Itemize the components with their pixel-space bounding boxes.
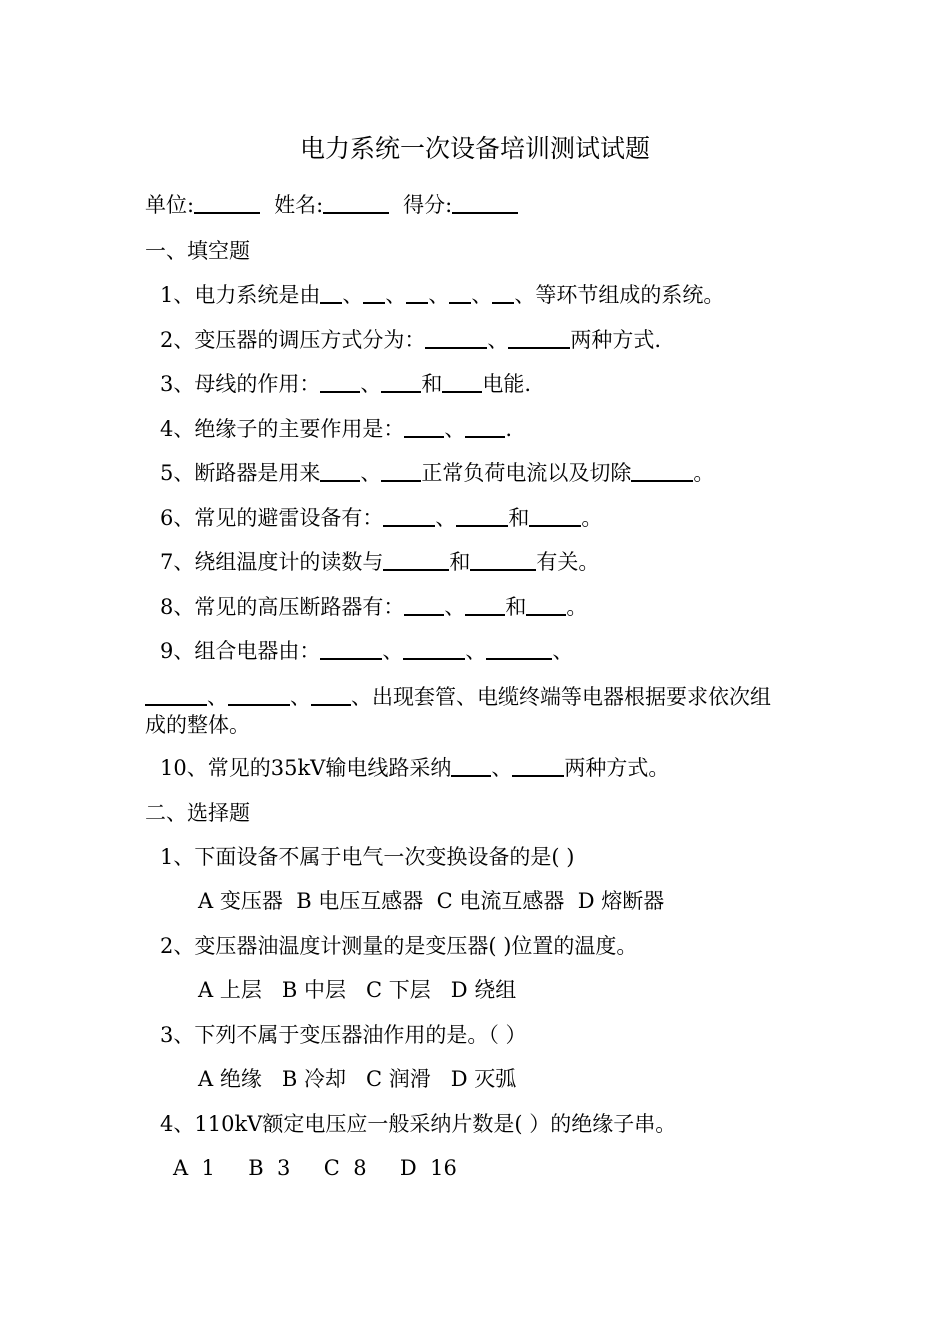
name-label: 姓名: <box>274 193 324 217</box>
question-fill-3: 3、母线的作用： 、 和 电能. <box>160 372 532 396</box>
blank[interactable] <box>320 371 360 393</box>
blank[interactable] <box>449 282 471 304</box>
blank[interactable] <box>465 594 505 616</box>
blank[interactable] <box>465 416 505 438</box>
blank[interactable] <box>320 460 360 482</box>
section-heading-choice: 二、选择题 <box>145 801 250 825</box>
blank[interactable] <box>451 755 491 777</box>
question-fill-4: 4、绝缘子的主要作用是： 、 . <box>160 417 513 441</box>
blank[interactable] <box>492 282 514 304</box>
blank[interactable] <box>320 638 382 660</box>
section-heading-fill: 一、填空题 <box>145 239 250 263</box>
score-label: 得分: <box>403 193 453 217</box>
question-choice-1: 1、下面设备不属于电气一次变换设备的是( ) <box>160 845 575 869</box>
header-info-line <box>145 192 518 218</box>
question-choice-3: 3、下列不属于变压器油作用的是。（ ） <box>160 1023 527 1047</box>
question-fill-1: 1、电力系统是由 、 、 、 、 、等环节组成的系统。 <box>160 283 725 307</box>
blank[interactable] <box>404 416 444 438</box>
blank[interactable] <box>381 460 421 482</box>
blank[interactable] <box>381 371 421 393</box>
blank[interactable] <box>320 282 342 304</box>
question-choice-2-options: A 上层 B 中层 C 下层 D 绕组 <box>198 978 517 1002</box>
question-fill-8: 8、常见的高压断路器有： 、 和 。 <box>160 595 588 619</box>
question-choice-4: 4、110kV额定电压应一般采纳片数是( ）的绝缘子串。 <box>160 1112 677 1136</box>
blank[interactable] <box>526 594 566 616</box>
question-choice-1-options: A 变压器 B 电压互感器 C 电流互感器 D 熔断器 <box>198 889 665 913</box>
question-fill-9-line3: 成的整体。 <box>145 713 250 737</box>
blank[interactable] <box>383 505 435 527</box>
unit-blank[interactable] <box>194 192 260 214</box>
question-fill-9-line1: 9、组合电器由： 、 、 、 <box>160 639 574 663</box>
blank[interactable] <box>406 282 428 304</box>
blank[interactable] <box>145 684 207 706</box>
question-fill-9-line2: 、 、 、出现套管、电缆终端等电器根据要求依次组 <box>145 684 771 710</box>
page-title: 电力系统一次设备培训测试试题 <box>299 134 650 163</box>
question-choice-2: 2、变压器油温度计测量的是变压器( )位置的温度。 <box>160 934 638 958</box>
blank[interactable] <box>508 327 570 349</box>
name-blank[interactable] <box>323 192 389 214</box>
blank[interactable] <box>529 505 581 527</box>
blank[interactable] <box>456 505 508 527</box>
blank[interactable] <box>311 684 351 706</box>
blank[interactable] <box>404 594 444 616</box>
blank[interactable] <box>425 327 487 349</box>
question-fill-6: 6、常见的避雷设备有： 、 和 。 <box>160 506 603 530</box>
blank[interactable] <box>403 638 465 660</box>
blank[interactable] <box>470 549 536 571</box>
question-fill-10: 10、常见的35kV输电线路采纳 、 两种方式。 <box>160 756 670 780</box>
question-fill-7: 7、绕组温度计的读数与 和 有关。 <box>160 550 600 574</box>
question-choice-4-options: A 1 B 3 C 8 D 16 <box>173 1156 457 1180</box>
blank[interactable] <box>363 282 385 304</box>
blank[interactable] <box>228 684 290 706</box>
score-blank[interactable] <box>452 192 518 214</box>
blank[interactable] <box>383 549 449 571</box>
blank[interactable] <box>442 371 482 393</box>
question-fill-2: 2、变压器的调压方式分为： 、 两种方式. <box>160 328 662 352</box>
question-choice-3-options: A 绝缘 B 冷却 C 润滑 D 灭弧 <box>198 1067 517 1091</box>
blank[interactable] <box>512 755 564 777</box>
question-fill-5: 5、断路器是用来 、 正常负荷电流以及切除 。 <box>160 461 715 485</box>
blank[interactable] <box>631 460 693 482</box>
blank[interactable] <box>486 638 552 660</box>
unit-label: 单位: <box>145 193 195 217</box>
